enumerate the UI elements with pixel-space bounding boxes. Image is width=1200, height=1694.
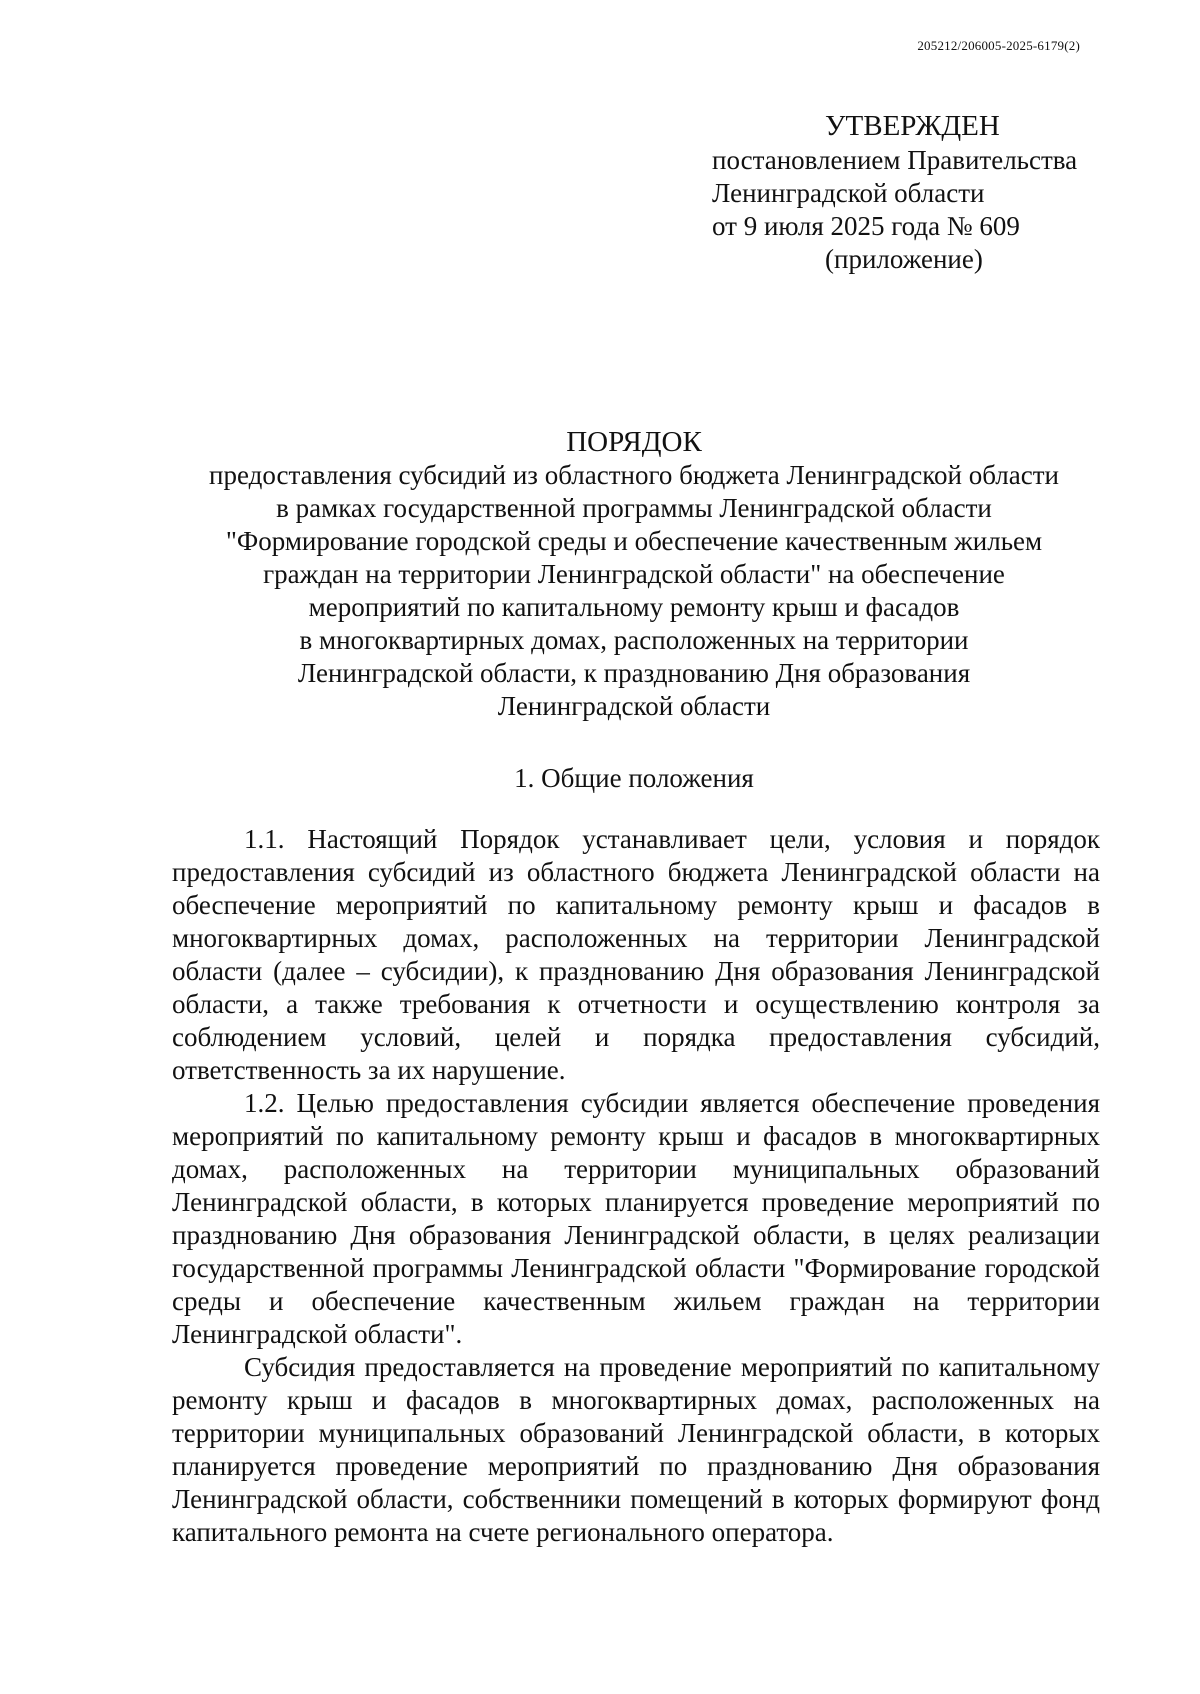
document-subtitle-line: Ленинградской области, к празднованию Дня образования [297,658,971,688]
document-subtitle-line: граждан на территории Ленинградской области" на обеспечение [263,559,1005,589]
approval-line: постановлением Правительства [712,145,1078,175]
paragraph-1-1: 1.1. Настоящий Порядок устанавливает цели, условия и порядок предоставления субсидий из областного бюджета Ленинградской области на обеспечение мероприятий по капитальному ремонту крыш и фасадов в многоквартирных домах, расположенных на территории Ленинградской области (далее – субсидии), к празднованию Дня образования Ленинградской области, а также требования к отчетности и осуществлению контроля за соблюдением условий, целей и порядка предоставления субсидий, ответственность за их нарушение. [172,824,1100,1085]
paragraph-1-2: 1.2. Целью предоставления субсидии является обеспечение проведения мероприятий по капитальному ремонту крыш и фасадов в многоквартирных домах, расположенных на территории муниципальных образований Ленинградской области, в которых планируется проведение мероприятий по празднованию Дня образования Ленинградской области, в целях реализации государственной программы Ленинградской области "Формирование городской среды и обеспечение качественным жильем граждан на территории Ленинградской области". [172,1088,1100,1349]
approval-line: от 9 июля 2025 года № 609 [712,211,1020,241]
section-body [172,823,1100,1549]
approval-line: Ленинградской области [712,178,985,208]
document-heading [170,425,1098,723]
paragraph-subsidy: Субсидия предоставляется на проведение мероприятий по капитальному ремонту крыш и фасадов в многоквартирных домах, расположенных на территории муниципальных образований Ленинградской области, в которых планируется проведение мероприятий по празднованию Дня образования Ленинградской области, собственники помещений в которых формируют фонд капитального ремонта на счете регионального оператора. [172,1352,1100,1547]
document-subtitle-line: в многоквартирных домах, расположенных на территории [299,625,969,655]
document-subtitle-line: предоставления субсидий из областного бюджета Ленинградской области [209,460,1059,490]
document-subtitle-line: Ленинградской области [497,691,771,721]
approval-block [712,108,1077,276]
document-title: ПОРЯДОК [566,426,702,458]
document-subtitle-line: "Формирование городской среды и обеспечение качественным жильем [225,526,1043,556]
approval-note: (приложение) [825,244,983,274]
approval-title: УТВЕРЖДЕН [825,110,1000,142]
document-subtitle-line: мероприятий по капитальному ремонту крыш и фасадов [308,592,960,622]
document-registration-number: 205212/206005-2025-6179(2) [917,38,1080,53]
section-title: 1. Общие положения [514,763,754,793]
document-subtitle-line: в рамках государственной программы Ленинградской области [276,493,992,523]
